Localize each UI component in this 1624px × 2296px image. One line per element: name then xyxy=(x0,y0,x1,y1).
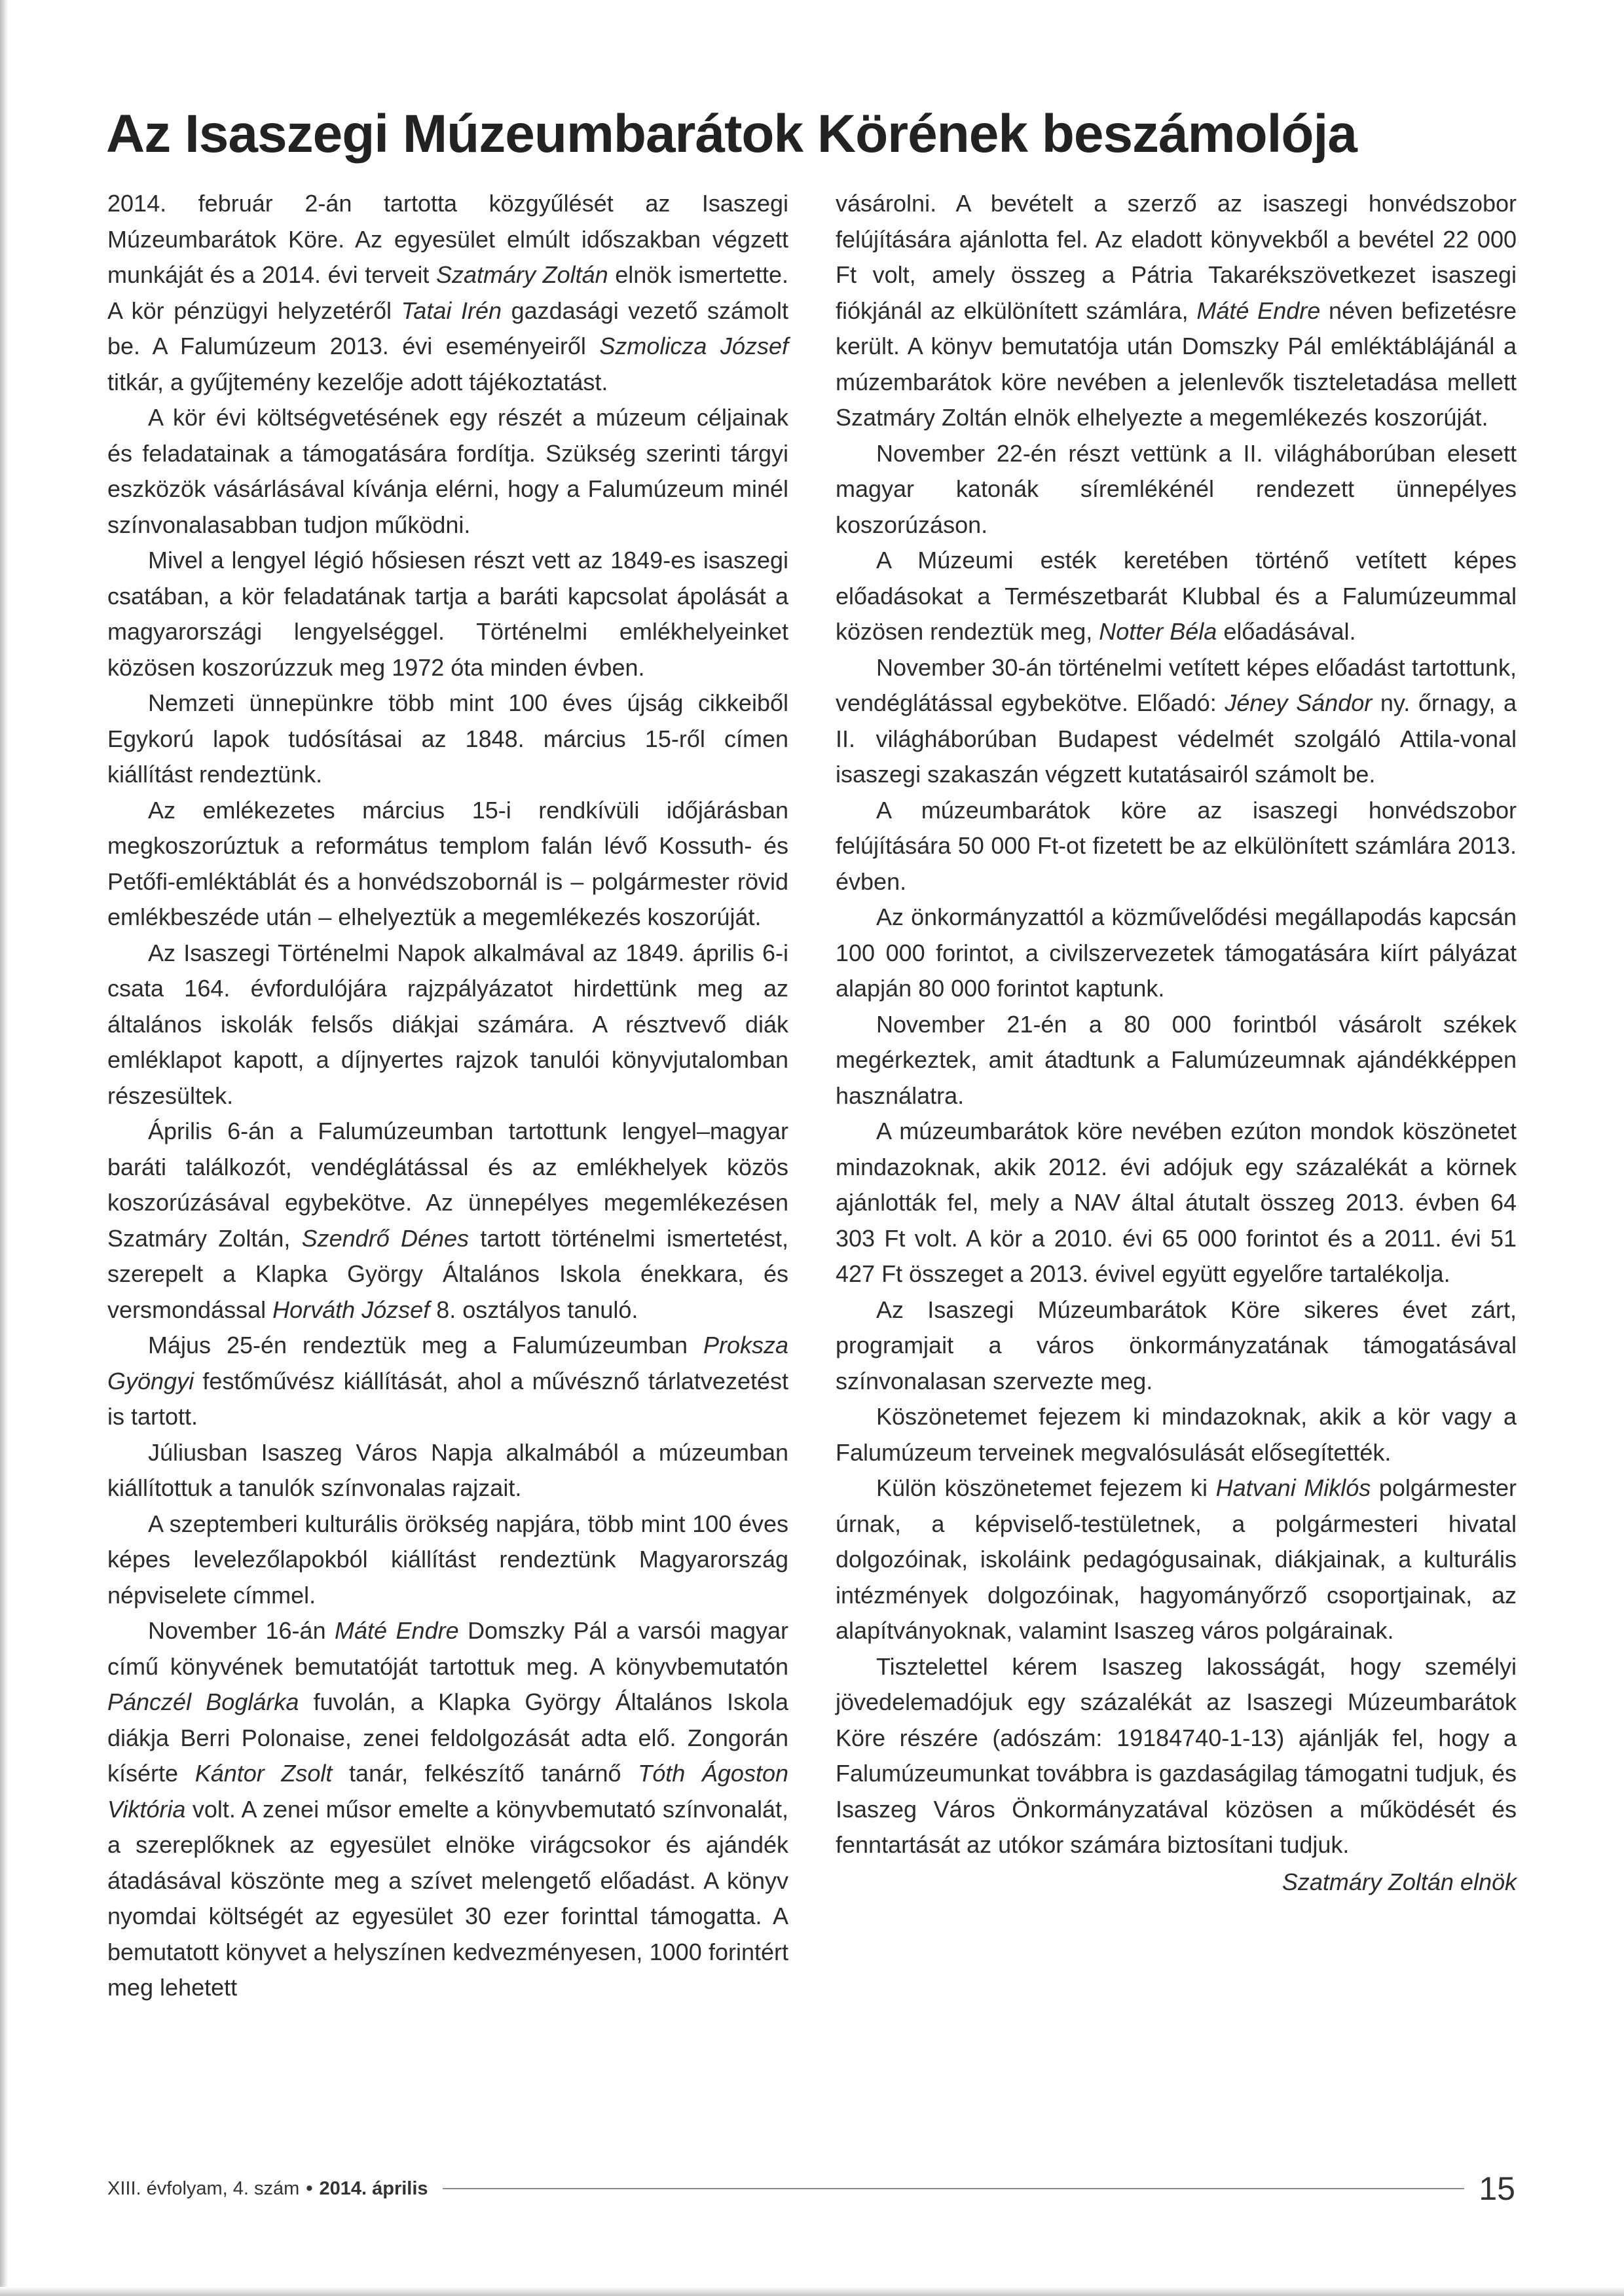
page-footer xyxy=(107,2166,1515,2212)
text-run: Május 25-én rendeztük meg a Falumúzeumban xyxy=(148,1332,703,1358)
paragraph xyxy=(107,1435,788,1506)
text-run: November 21-én a 80 000 forintból vásárolt székek megérkeztek, amit átadtunk a Falumúzeumnak ajándékképpen használatra. xyxy=(836,1010,1517,1109)
paragraph xyxy=(836,793,1517,900)
italic-name: Szmolicza József xyxy=(599,333,788,359)
footer-rule xyxy=(443,2188,1465,2189)
italic-name: Hatvani Miklós xyxy=(1215,1474,1371,1501)
text-run: A szeptemberi kulturális örökség napjára, több mint 100 éves képes levelezőlapokból kiállítást rendeztünk Magyarország népviselete címmel. xyxy=(107,1510,788,1609)
italic-name: Proksza Gyöngyi xyxy=(107,1332,788,1394)
text-run: tanár, felkészítő tanárnő xyxy=(332,1760,638,1787)
footer-issue: XIII. évfolyam, 4. szám xyxy=(107,2178,300,2199)
text-run: ny. őrnagy, a II. világháborúban Budapest védelmét szolgáló Attila-vonal isaszegi szakaszán végzett kutatásairól számolt be. xyxy=(836,689,1517,788)
text-run: Tisztelettel kérem Isaszeg lakosságát, hogy személyi jövedelemadójuk egy százalékát az Isaszegi Múzeumbarátok Köre részére (adószám: 19184740-1-13) ajánlják fel, hogy a Falumúzeumunkat továbbra is gazdaságilag támogatni tudjuk, és Isaszeg Város Önkormányzatával közösen a működését és fenntartását az utókor számára biztosítani tudjuk. xyxy=(836,1652,1517,1858)
italic-name: Kántor Zsolt xyxy=(194,1760,333,1787)
text-run: elnök ismertette. A kör pénzügyi helyzetéről xyxy=(107,261,788,324)
text-run: A múzeumbarátok köre nevében ezúton mondok köszönetet mindazoknak, akik 2012. évi adójuk egy százalékát a körnek ajánlották fel, mely a NAV által átutalt összeg 2013. évben 64 303 Ft volt. A kör a 2010. évi 65 000 forintot és a 2011. évi 51 427 Ft összeget a 2013. évivel együtt egyelőre tartalékolja. xyxy=(836,1118,1517,1287)
page-bottom-shadow xyxy=(0,2287,1624,2296)
text-run: polgármester úrnak, a képviselő-testületnek, a polgármesteri hivatal dolgozóinak, iskoláink pedagógusainak, diákjainak, a kulturális intézmények dolgozóinak, hagyományőrző csoportjainak, az alapítványoknak, valamint Isaszeg város polgárainak. xyxy=(836,1474,1517,1644)
text-run: 8. osztályos tanuló. xyxy=(430,1296,638,1323)
text-run: titkár, a gyűjtemény kezelője adott tájékoztatást. xyxy=(107,368,608,395)
text-run: A múzeumbarátok köre az isaszegi honvédszobor felújítására 50 000 Ft-ot fizetett be az elkülönített számlára 2013. évben. xyxy=(836,796,1517,895)
text-run: fuvolán, a Klapka György Általános Iskola diákja Berri Polonaise, zenei feldolgozását adta elő. Zongorán kísérte xyxy=(107,1688,788,1787)
text-run: November 30-án történelmi vetített képes előadást tartottunk, vendéglátással egybekötve. Előadó: xyxy=(836,653,1517,716)
paragraph xyxy=(107,1328,788,1435)
text-run: Mivel a lengyel légió hősiesen részt vett az 1849-es isaszegi csatában, a kör feladatának tartja a baráti kapcsolat ápolását a magyarországi lengyelséggel. Történelmi emlékhelyeinket közösen koszorúzzuk meg 1972 óta minden évben. xyxy=(107,547,788,681)
paragraph xyxy=(836,436,1517,543)
right-column xyxy=(836,186,1517,1900)
italic-name: Tóth Ágoston Viktória xyxy=(107,1760,788,1823)
paragraph xyxy=(107,936,788,1114)
text-run: Köszönetemet fejezem ki mindazoknak, akik a kör vagy a Falumúzeum terveinek megvalósulását elősegítették. xyxy=(836,1403,1517,1466)
text-run: festőművész kiállítását, ahol a művésznő tárlatvezetést is tartott. xyxy=(107,1367,788,1430)
italic-name: Tatai Irén xyxy=(401,297,502,324)
paragraph xyxy=(107,1506,788,1614)
paragraph xyxy=(836,1007,1517,1114)
text-run: gazdasági vezető számolt be. A Falumúzeum 2013. évi eseményeiről xyxy=(107,297,788,359)
italic-name: Notter Béla xyxy=(1099,618,1217,645)
text-run: A kör évi költségvetésének egy részét a múzeum céljainak és feladatainak a támogatására fordítja. Szükség szerinti tárgyi eszközök vásárlásával kívánja elérni, hogy a Falumúzeum minél színvonalasabban tudjon működni. xyxy=(107,404,788,538)
paragraph xyxy=(107,186,788,400)
text-run: A Múzeumi esték keretében történő vetített képes előadásokat a Természetbarát Klubbal és a Falumúzeummal közösen rendeztük meg, xyxy=(836,547,1517,645)
text-run: néven befizetésre került. A könyv bemutatója után Domszky Pál emléktáblájánál a múzembarátok köre nevében a jelenlevők tiszteletadása mellett Szatmáry Zoltán elnök elhelyezte a megemlékezés koszorúját. xyxy=(836,297,1517,431)
page-number: 15 xyxy=(1479,2170,1515,2207)
italic-name: Máté Endre xyxy=(1196,297,1321,324)
paragraph xyxy=(836,543,1517,650)
text-run: volt. A zenei műsor emelte a könyvbemutató színvonalát, a szereplőknek az egyesület elnöke virágcsokor és ajándék átadásával köszönte meg a szívet melengető előadást. A könyv nyomdai költségét az egyesület 30 ezer forinttal támogatta. A bemutatott könyvet a helyszínen kedvezményesen, 1000 forintért meg lehetett xyxy=(107,1795,788,2001)
paragraph xyxy=(836,1470,1517,1649)
paragraph xyxy=(836,900,1517,1007)
italic-name: Máté Endre xyxy=(335,1617,459,1644)
italic-name: Jéney Sándor xyxy=(1225,689,1373,716)
text-run: Az Isaszegi Történelmi Napok alkalmával az 1849. április 6-i csata 164. évfordulójára rajzpályázatot hirdettünk meg az általános iskolák felsős diákjai számára. A résztvevő diák emléklapot kapott, a díjnyertes rajzok tanulói könyvjutalomban részesültek. xyxy=(107,939,788,1109)
article-title: Az Isaszegi Múzeumbarátok Körének beszámolója xyxy=(106,104,1357,164)
paragraph xyxy=(107,1613,788,2006)
text-run: Domszky Pál a varsói magyar című könyvének bemutatóját tartottuk meg. A könyvbemutatón xyxy=(107,1617,789,1680)
text-run: Az Isaszegi Múzeumbarátok Köre sikeres évet zárt, programjait a város önkormányzatának támogatásával színvonalasan szervezte meg. xyxy=(836,1296,1517,1394)
text-run: Nemzeti ünnepünkre több mint 100 éves újság cikkeiből Egykorú lapok tudósításai az 1848. március 15-ről címen kiállítást rendeztünk. xyxy=(107,689,788,788)
signature: Szatmáry Zoltán elnök xyxy=(1282,1868,1517,1895)
text-run: Külön köszönetemet fejezem ki xyxy=(876,1474,1216,1501)
paragraph xyxy=(836,1114,1517,1292)
paragraph xyxy=(836,1399,1517,1470)
paragraph xyxy=(836,650,1517,793)
italic-name: Horváth József xyxy=(272,1296,430,1323)
text-run: vásárolni. A bevételt a szerző az isaszegi honvédszobor felújítására ajánlotta fel. Az eladott könyvekből a bevétel 22 000 Ft volt, amely összeg a Pátria Takarékszövetkezet isaszegi fiókjánál az elkülönített számlára, xyxy=(836,190,1517,324)
italic-name: Pánczél Boglárka xyxy=(107,1688,299,1715)
text-run: Júliusban Isaszeg Város Napja alkalmából a múzeumban kiállítottuk a tanulók színvonalas rajzait. xyxy=(107,1438,788,1501)
page-edge-shadow xyxy=(0,0,8,2296)
paragraph xyxy=(107,400,788,543)
left-column xyxy=(107,186,788,2006)
text-run: Április 6-án a Falumúzeumban tartottunk lengyel–magyar baráti találkozót, vendéglátással és az emlékhelyek közös koszorúzásával egybekötve. Az ünnepélyes megemlékezésen Szatmáry Zoltán, xyxy=(107,1118,788,1252)
paragraph xyxy=(836,1292,1517,1400)
text-run: 2014. február 2-án tartotta közgyűlését az Isaszegi Múzeumbarátok Köre. Az egyesület elmúlt időszakban végzett munkáját és a 2014. évi terveit xyxy=(107,190,788,288)
text-run: Az emlékezetes március 15-i rendkívüli időjárásban megkoszorúztuk a református templom falán lévő Kossuth- és Petőfi-emléktáblát és a honvédszobornál is – polgármester rövid emlékbeszéde után – elhelyeztük a megemlékezés koszorúját. xyxy=(107,796,788,930)
footer-date: 2014. április xyxy=(319,2178,428,2199)
paragraph xyxy=(107,793,788,936)
paragraph xyxy=(836,186,1517,436)
paragraph xyxy=(107,685,788,793)
footer-separator: • xyxy=(306,2178,313,2199)
paragraph xyxy=(107,1114,788,1328)
italic-name: Szendrő Dénes xyxy=(301,1224,470,1252)
paragraph xyxy=(107,543,788,685)
text-run: November 16-án xyxy=(148,1617,335,1644)
paragraph xyxy=(836,1649,1517,1863)
text-run: tartott történelmi ismertetést, szerepelt a Klapka György Általános Iskola énekkara, és versmondással xyxy=(107,1224,788,1323)
text-run: előadásával. xyxy=(1217,618,1356,645)
text-run: November 22-én részt vettünk a II. világháborúban elesett magyar katonák síremlékénél rendezett ünnepélyes koszorúzáson. xyxy=(836,439,1517,538)
italic-name: Szatmáry Zoltán xyxy=(435,261,608,288)
text-run: Az önkormányzattól a közművelődési megállapodás kapcsán 100 000 forintot, a civilszervezetek támogatására kiírt pályázat alapján 80 000 forintot kaptunk. xyxy=(836,903,1517,1002)
